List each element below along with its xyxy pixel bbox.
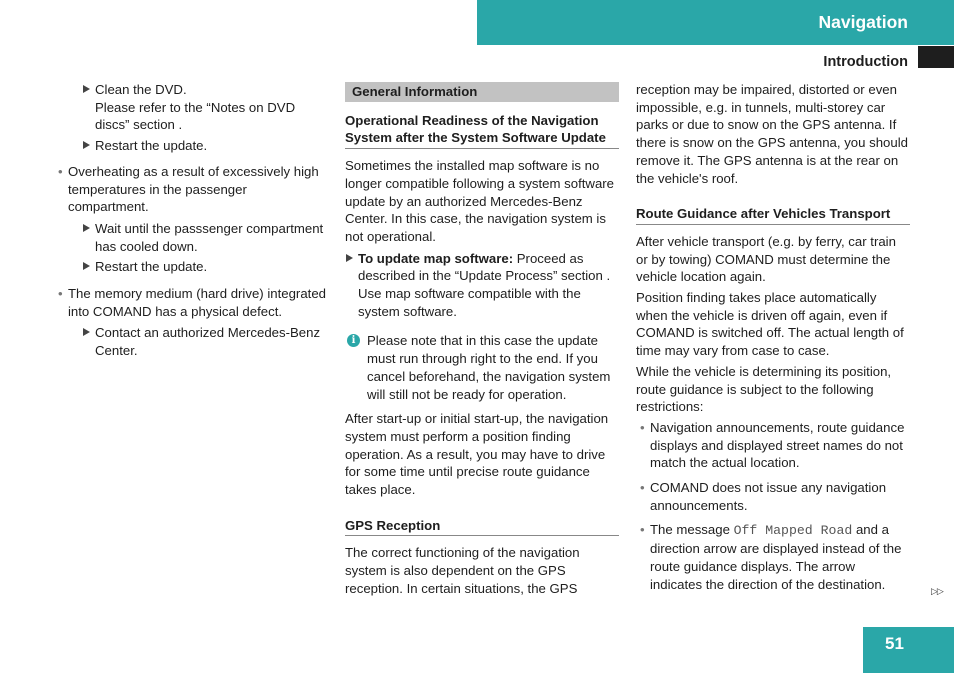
paragraph-gps-continued: reception may be impaired, distorted or even impossible, e.g. in tunnels, multi-storey car parks or due to snow on the GPS antenna. If there is snow on the GPS antenna, you should remove it. The GPS antenna is at the rear on the vehicle's roof. <box>636 82 908 186</box>
bullet-text-post: and a direction arrow are displayed instead of the route guidance displays. The arrow indicates the direction of the destination. <box>650 522 902 592</box>
chapter-tab-marker <box>918 46 954 68</box>
paragraph-vehicle-transport: After vehicle transport (e.g. by ferry, car train or by towing) COMAND must determine the vehicle location again. <box>636 233 896 285</box>
step-text: Clean the DVD. <box>95 82 187 97</box>
heading-readiness: Operational Readiness of the Navigation System after the System Software Update <box>345 112 619 149</box>
paragraph-gps: The correct functioning of the navigation system is also dependent on the GPS reception. In certain situations, the GPS <box>345 545 580 596</box>
info-icon: i <box>347 334 360 347</box>
step-wait-cool: Wait until the passsenger compartment has cooled down. <box>82 220 330 255</box>
step-text: Proceed as described in the “Update Process” section . Use map software compatible with the system software. <box>358 250 611 319</box>
display-message-code: Off Mapped Road <box>733 523 853 539</box>
paragraph-compatibility: Sometimes the installed map software is no longer compatible following a system software update by an authorized Mercedes-Benz Center. In this case, the navigation system is not operational. <box>345 158 615 244</box>
step-contact-center: Contact an authorized Mercedes-Benz Center. <box>82 324 330 359</box>
bullet-memory-defect: • The memory medium (hard drive) integrated into COMAND has a physical defect. <box>58 285 330 320</box>
subsection-title: Introduction <box>823 54 908 70</box>
section-title: Navigation <box>818 12 908 32</box>
continue-arrows-icon: ▷▷ <box>931 586 943 596</box>
header-bar <box>477 0 954 45</box>
step-restart-update: Restart the update. <box>82 137 330 155</box>
column-right <box>636 81 910 593</box>
bullet-off-mapped-road <box>640 521 910 593</box>
paragraph-automatic-position: Position finding takes place automatically when the vehicle is driven off again, even if COMAND is switched off. The actual length of time may vary from case to case. <box>636 290 904 359</box>
bullet-overheating: • Overheating as a result of excessively high temperatures in the passenger compartment. <box>58 163 330 216</box>
paragraph-restrictions: While the vehicle is determining its position, route guidance is subject to the following restrictions: <box>636 363 892 415</box>
bullet-text-pre: The message <box>650 522 734 538</box>
page-number: 51 <box>885 634 904 653</box>
page-number-box <box>863 627 954 673</box>
info-note <box>345 332 619 403</box>
section-heading-general: General Information <box>345 82 619 102</box>
bullet-no-announcements: • COMAND does not issue any navigation announcements. <box>640 479 910 514</box>
step-update-map-software <box>345 250 619 321</box>
column-left <box>58 81 330 363</box>
heading-route-guidance-transport: Route Guidance after Vehicles Transport <box>636 205 910 225</box>
step-restart-update: Restart the update. <box>82 258 330 276</box>
step-label: To update map software: <box>358 250 514 266</box>
column-middle <box>345 81 619 598</box>
note-text: Please note that in this case the update must run through right to the end. If you cancel beforehand, the navigation system will still not be ready for operation. <box>367 333 611 402</box>
step-subtext: Please refer to the “Notes on DVD discs” section . <box>95 99 296 133</box>
bullet-announcements-mismatch: • Navigation announcements, route guidance displays and displayed street names do not match the actual location. <box>640 419 910 472</box>
paragraph-position-finding: After start-up or initial start-up, the navigation system must perform a position finding operation. As a result, you may have to drive for some time until precise route guidance takes place. <box>345 411 609 498</box>
heading-gps-reception: GPS Reception <box>345 517 619 537</box>
step-clean-dvd <box>82 81 330 134</box>
